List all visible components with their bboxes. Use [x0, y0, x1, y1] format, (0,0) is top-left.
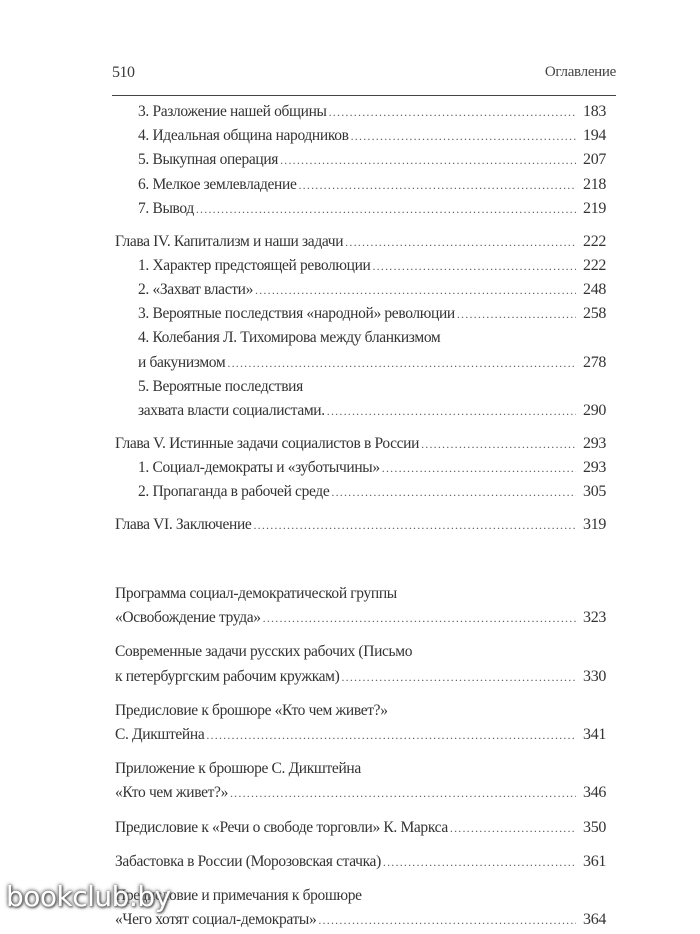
toc-entry-title: Предисловие и примечания к брошюре: [115, 886, 362, 904]
toc-entry-title: и бакунизмом: [138, 353, 226, 371]
toc-entry[interactable]: [138, 149, 606, 171]
toc-entry-title: Забастовка в России (Морозовская стачка): [115, 852, 381, 870]
toc-page-number: 330: [583, 667, 606, 685]
toc-entry-title: Современные задачи русских рабочих (Письмо: [115, 643, 413, 661]
toc-entry-title: Приложение к брошюре С. Дикштейна: [115, 760, 361, 778]
toc-entry-title: «Освобождение труда»: [115, 609, 261, 627]
toc-entry[interactable]: [115, 851, 606, 873]
toc-page-number: 218: [583, 175, 606, 193]
dot-leader: [372, 255, 576, 277]
toc-entry-continuation[interactable]: [138, 327, 606, 349]
toc-entry-title: к петербургским рабочим кружкам): [115, 667, 340, 685]
dot-leader: [457, 303, 576, 325]
dot-leader: [329, 101, 576, 123]
dot-leader: [341, 666, 576, 688]
toc-entry[interactable]: [138, 352, 606, 374]
toc-entry[interactable]: [115, 666, 606, 688]
toc-entry[interactable]: [138, 400, 606, 422]
toc-page-number: 293: [583, 434, 606, 452]
toc-page-number: 290: [583, 401, 606, 419]
toc-entry[interactable]: [115, 607, 606, 629]
toc-page-number: 341: [583, 725, 606, 743]
toc-entry[interactable]: [138, 125, 606, 147]
toc-entry-title: 5. Вероятные последствия: [138, 377, 303, 395]
toc-entry-title: 1. Социал-демократы и «зуботычины»: [138, 458, 380, 476]
dot-leader: [230, 782, 576, 804]
toc-page-number: 346: [583, 784, 606, 802]
toc-entry-title: 7. Вывод: [138, 199, 194, 217]
toc-entry-title: С. Дикштейна: [115, 725, 205, 743]
toc-page-number: 361: [583, 852, 606, 870]
toc-page-number: 293: [583, 458, 606, 476]
toc-page-number: 305: [583, 483, 606, 500]
toc-entry-continuation[interactable]: [115, 758, 606, 780]
dot-leader: [345, 231, 576, 253]
toc-page-number: 323: [583, 609, 606, 627]
toc-page-number: 278: [583, 353, 606, 371]
toc-entry[interactable]: [138, 255, 606, 277]
toc-entry-title: Программа социал-демократической группы: [115, 584, 397, 602]
toc-entry-continuation[interactable]: [115, 885, 606, 907]
toc-entry[interactable]: [138, 174, 606, 196]
toc-entry[interactable]: [115, 231, 606, 253]
watermark: bookclub.by: [6, 880, 171, 913]
toc-entry-continuation[interactable]: [115, 641, 606, 663]
toc-entry-title: 2. «Захват власти»: [138, 280, 254, 298]
toc-entry-title: Глава VI. Заключение: [115, 515, 252, 533]
dot-leader: [421, 433, 576, 455]
toc-page-number: 222: [583, 256, 606, 274]
toc-entry-title: Предисловие к «Речи о свободе торговли» К. Маркса: [115, 818, 448, 836]
dot-leader: [255, 279, 576, 301]
toc-entry-continuation[interactable]: [115, 700, 606, 722]
toc-entry-title: «Чего хотят социал-демократы»: [115, 911, 317, 929]
toc-entry-title: 3. Вероятные последствия «народной» революции: [138, 305, 455, 323]
toc-entry-title: 2. Пропаганда в рабочей среде: [138, 483, 330, 500]
toc-page-number: 183: [583, 103, 606, 120]
toc-entry-title: Глава V. Истинные задачи социалистов в России: [115, 434, 420, 452]
toc-entry[interactable]: [115, 724, 606, 746]
page-number: 510: [112, 64, 135, 81]
toc-entry-title: Глава IV. Капитализм и наши задачи: [115, 232, 344, 250]
dot-leader: [318, 909, 576, 931]
toc-entry-title: 5. Выкупная операция: [138, 151, 279, 169]
toc-entry[interactable]: [138, 101, 606, 123]
toc-entry[interactable]: [138, 198, 606, 220]
toc-page-number: 207: [583, 151, 606, 169]
dot-leader: [351, 125, 576, 147]
dot-leader: [383, 851, 576, 873]
toc-page-number: 258: [583, 305, 606, 323]
toc-page-number: 194: [583, 127, 606, 145]
dot-leader: [280, 149, 576, 171]
toc-entry-title: 1. Характер предстоящей революции: [138, 256, 371, 274]
toc-entry[interactable]: [115, 817, 606, 839]
dot-leader: [298, 174, 576, 196]
dot-leader: [450, 817, 576, 839]
toc-entry-title: 6. Мелкое землевладение: [138, 175, 297, 193]
toc-page-number: 319: [583, 515, 606, 533]
dot-leader: [382, 457, 576, 479]
toc-entry[interactable]: [138, 457, 606, 479]
toc-entry-title: «Кто чем живет?»: [115, 784, 228, 802]
dot-leader: [253, 514, 576, 536]
toc-page-number: 248: [583, 280, 606, 298]
toc-page-number: 219: [583, 199, 606, 217]
dot-leader: [206, 724, 576, 746]
running-title: Оглавление: [544, 64, 616, 80]
dot-leader: [331, 481, 576, 503]
toc-entry[interactable]: [138, 279, 606, 301]
toc-entry-continuation[interactable]: [138, 376, 606, 398]
toc-page-number: 364: [583, 911, 606, 929]
toc-entry-title: Предисловие к брошюре «Кто чем живет?»: [115, 701, 388, 719]
toc-entry[interactable]: [115, 909, 606, 931]
toc-entry[interactable]: [138, 303, 606, 325]
toc-entry-title: 4. Идеальная община народников: [138, 127, 349, 145]
toc-entry-title: 4. Колебания Л. Тихомирова между бланкизмом: [138, 329, 441, 347]
toc-entry-title: захвата власти социалистами.: [138, 401, 325, 419]
toc-entry-title: 3. Разложение нашей общины: [138, 103, 327, 120]
toc-entry[interactable]: [115, 514, 606, 536]
toc-entry[interactable]: [115, 782, 606, 804]
dot-leader: [196, 198, 576, 220]
dot-leader: [227, 352, 576, 374]
dot-leader: [327, 400, 576, 422]
toc-entry-continuation[interactable]: [115, 583, 606, 605]
dot-leader: [263, 607, 576, 629]
toc-page-number: 350: [583, 818, 606, 836]
toc-entry[interactable]: [138, 481, 606, 503]
toc-entry[interactable]: [115, 433, 606, 455]
toc-page-number: 222: [583, 232, 606, 250]
